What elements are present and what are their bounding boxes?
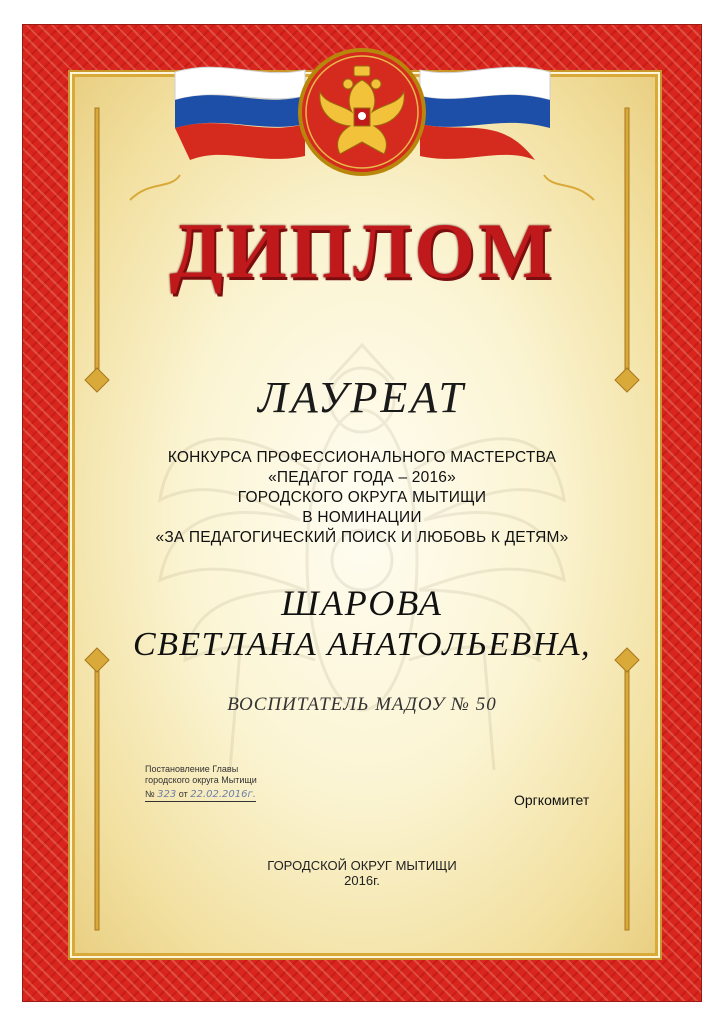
- decree-number-prefix: №: [145, 789, 155, 799]
- recipient-position: ВОСПИТАТЕЛЬ МАДОУ № 50: [227, 694, 497, 715]
- russian-flag-icon: [175, 67, 305, 160]
- russian-flag-icon: [420, 67, 550, 160]
- diploma-title: ДИПЛОМ: [169, 207, 555, 294]
- contest-line: ГОРОДСКОГО ОКРУГА МЫТИЩИ: [237, 489, 487, 506]
- decree-number-line: [145, 789, 256, 802]
- contest-line: «ЗА ПЕДАГОГИЧЕСКИЙ ПОИСК И ЛЮБОВЬ К ДЕТЯМ»: [155, 529, 569, 546]
- decree-line-2: городского округа Мытищи: [145, 775, 257, 785]
- signature-label: Оргкомитет: [514, 792, 590, 808]
- contest-line: КОНКУРСА ПРОФЕССИОНАЛЬНОГО МАСТЕРСТВА: [167, 449, 557, 466]
- contest-line: «ПЕДАГОГ ГОДА – 2016»: [268, 469, 456, 486]
- decree-date-prefix: от: [178, 789, 188, 799]
- award-title: ЛАУРЕАТ: [258, 373, 466, 422]
- contest-line: В НОМИНАЦИИ: [302, 509, 422, 526]
- footer-year: 2016г.: [344, 873, 380, 888]
- decree-number: 323: [157, 789, 177, 800]
- coat-of-arms-icon: [300, 50, 424, 174]
- recipient-surname: ШАРОВА: [281, 583, 443, 623]
- decree-line-1: Постановление Главы: [145, 764, 239, 774]
- decree-date: 22.02.2016г.: [190, 789, 256, 800]
- footer-city: ГОРОДСКОЙ ОКРУГ МЫТИЩИ: [267, 858, 457, 873]
- recipient-given-name: СВЕТЛАНА АНАТОЛЬЕВНА,: [132, 626, 592, 663]
